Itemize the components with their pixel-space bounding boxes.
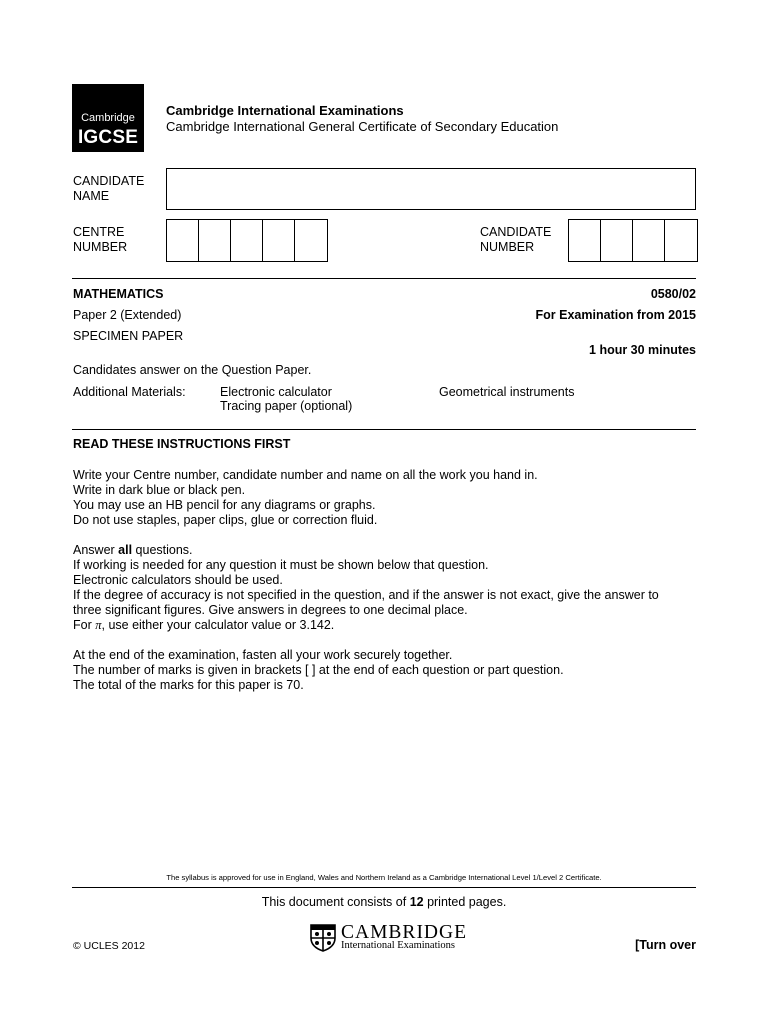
instruction-answer-all xyxy=(73,543,703,558)
candidate-name-label-line2: NAME xyxy=(73,189,110,203)
material-calculator: Electronic calculator xyxy=(220,385,332,399)
paper-name: Paper 2 (Extended) xyxy=(73,308,182,322)
syllabus-note: The syllabus is approved for use in England, Wales and Northern Ireland as a Cambridge International Level 1/Level 2 Certificate. xyxy=(166,873,602,882)
candidate-digit-box[interactable] xyxy=(569,220,601,261)
instruction-line: three significant figures. Give answers in degrees to one decimal place. xyxy=(73,603,468,617)
pi-post: , use either your calculator value or 3.142. xyxy=(101,618,335,632)
subject-title: MATHEMATICS xyxy=(73,287,164,301)
centre-number-label-line1: CENTRE xyxy=(73,225,125,239)
material-tracing-paper: Tracing paper (optional) xyxy=(220,399,353,413)
centre-number-label-line2: NUMBER xyxy=(73,240,128,254)
candidate-name-label xyxy=(73,174,144,204)
instruction-line: Write your Centre number, candidate number and name on all the work you hand in. xyxy=(73,468,538,482)
instruction-line: At the end of the examination, fasten all your work securely together. xyxy=(73,648,453,662)
candidate-name-field[interactable] xyxy=(166,168,696,210)
turn-over: [Turn over xyxy=(635,938,696,952)
centre-digit-box[interactable] xyxy=(263,220,295,261)
candidate-number-field[interactable] xyxy=(568,219,698,262)
exam-from: For Examination from 2015 xyxy=(535,308,696,322)
paper-code: 0580/02 xyxy=(650,287,696,301)
pages-pre: This document consists of xyxy=(261,895,410,909)
instruction-line: If working is needed for any question it must be shown below that question. xyxy=(73,558,489,572)
org-name: Cambridge International Examinations xyxy=(166,103,404,118)
qualification-name: Cambridge International General Certificate of Secondary Education xyxy=(166,119,559,134)
candidate-number-label-line2: NUMBER xyxy=(480,240,535,254)
divider xyxy=(72,278,696,279)
specimen-label: SPECIMEN PAPER xyxy=(73,329,184,343)
material-geometrical: Geometrical instruments xyxy=(439,385,575,399)
igcse-logo xyxy=(72,84,144,152)
cambridge-subtitle: International Examinations xyxy=(341,940,456,951)
duration: 1 hour 30 minutes xyxy=(589,343,696,357)
divider xyxy=(72,887,696,888)
instruction-line: Electronic calculators should be used. xyxy=(73,573,283,587)
pi-symbol: π xyxy=(95,618,102,632)
instruction-line: Do not use staples, paper clips, glue or correction fluid. xyxy=(73,513,378,527)
materials-label: Additional Materials: xyxy=(73,385,186,399)
centre-digit-box[interactable] xyxy=(199,220,231,261)
candidate-number-label xyxy=(480,225,551,255)
pages-count: 12 xyxy=(409,895,424,909)
instructions-body xyxy=(73,468,703,693)
divider xyxy=(72,429,696,430)
candidate-name-label-line1: CANDIDATE xyxy=(73,174,145,188)
page-count xyxy=(0,895,768,909)
answer-on-paper: Candidates answer on the Question Paper. xyxy=(73,363,312,377)
candidate-number-label-line1: CANDIDATE xyxy=(480,225,552,239)
candidate-digit-box[interactable] xyxy=(633,220,665,261)
candidate-digit-box[interactable] xyxy=(665,220,697,261)
logo-igcse-text: IGCSE xyxy=(77,127,139,148)
answer-pre: Answer xyxy=(73,543,119,557)
copyright: © UCLES 2012 xyxy=(73,940,145,952)
instruction-pi xyxy=(73,618,703,633)
instruction-line: Write in dark blue or black pen. xyxy=(73,483,246,497)
instruction-line: If the degree of accuracy is not specified in the question, and if the answer is not exact, give the answer to xyxy=(73,588,659,602)
answer-post: questions. xyxy=(132,543,193,557)
answer-all-bold: all xyxy=(118,543,133,557)
cambridge-shield-icon xyxy=(310,924,336,952)
centre-digit-box[interactable] xyxy=(231,220,263,261)
centre-digit-box[interactable] xyxy=(167,220,199,261)
cambridge-wordmark: CAMBRIDGE xyxy=(341,922,468,943)
centre-number-field[interactable] xyxy=(166,219,328,262)
centre-digit-box[interactable] xyxy=(295,220,327,261)
instructions-heading: READ THESE INSTRUCTIONS FIRST xyxy=(73,437,291,451)
instruction-line: The total of the marks for this paper is 70. xyxy=(73,678,304,692)
pi-pre: For xyxy=(73,618,96,632)
instruction-line: The number of marks is given in brackets [ ] at the end of each question or part question. xyxy=(73,663,564,677)
candidate-digit-box[interactable] xyxy=(601,220,633,261)
logo-cambridge-text: Cambridge xyxy=(81,112,135,124)
centre-number-label xyxy=(73,225,127,255)
instruction-line: You may use an HB pencil for any diagrams or graphs. xyxy=(73,498,376,512)
pages-post: printed pages. xyxy=(423,895,507,909)
